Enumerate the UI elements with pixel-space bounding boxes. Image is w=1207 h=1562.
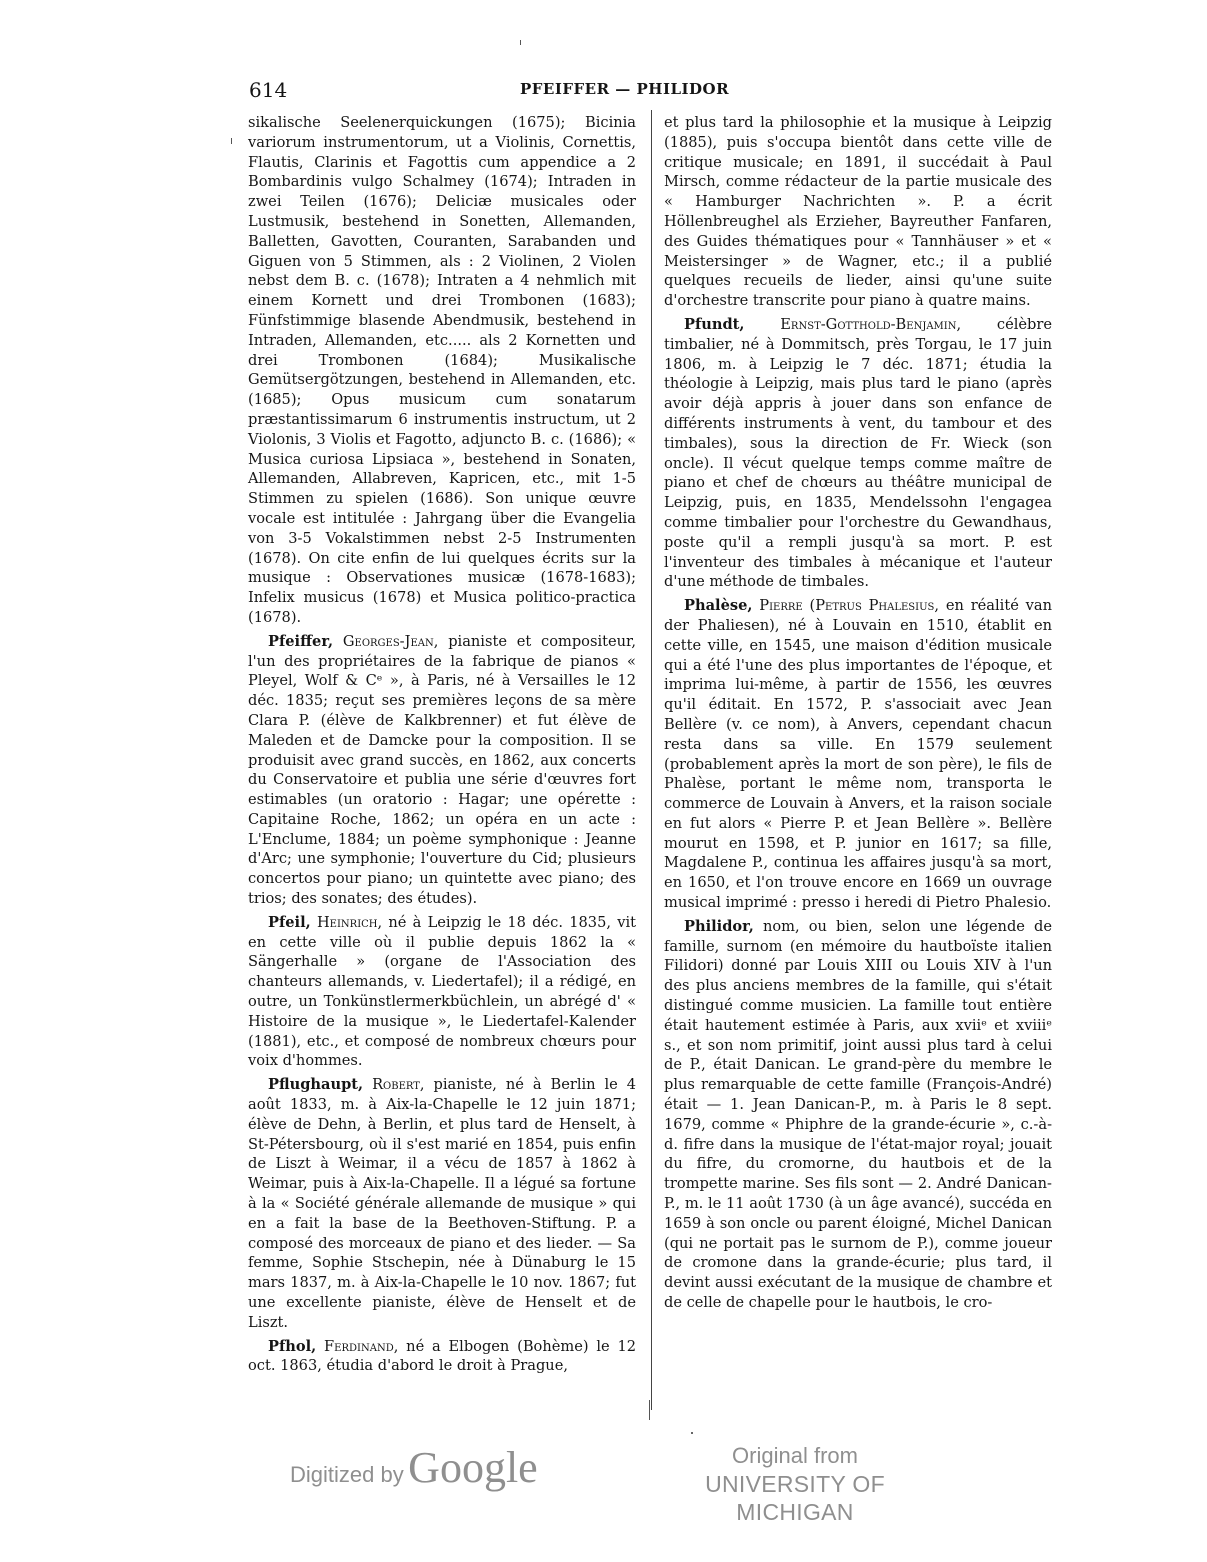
entry-text: en réalité van der Phaliesen), né à Louvain en 1510, établit en cette ville, en 1545, une maison d'édition musicale qui a été l'une des plus importantes de l'époque, et imprima lui-même, à partir de 1556, les œuvres qu'il éditait. En 1572, P. s'associait avec Jean Bellère (v. ce nom), à Anvers, cependant chacun resta dans sa ville. En 1579 seulement (probablement après la mort de son père), le fils de Phalèse, portant le même nom, transporta le commerce de Louvain à Anvers, et la raison sociale en fut alors « Pierre P. et Jean Bellère ». Bellère mourut en 1598, et P. junior en 1617; sa fille, Magdalene P., continua les affaires jusqu'à sa mort, en 1650, et l'on trouve encore en 1669 un ouvrage musical imprimé : presso i heredi di Pietro Phalesio. <box>664 597 1052 912</box>
headword: Pfeiffer, <box>268 632 334 650</box>
right-column <box>664 113 1052 1317</box>
continuation-paragraph: et plus tard la philosophie et la musique à Leipzig (1885), puis s'occupa bientôt dans cette ville de critique musicale; en 1891, il succédait à Paul Mirsch, comme rédacteur de la partie musicale des « Hamburger Nachrichten ». P. a écrit Höllenbreughel als Erzieher, Bayreuther Fanfaren, des Guides thématiques pour « Tannhäuser » et « Meistersinger » de Wagner, etc.; il a publié quelques recueils de lieder, ainsi qu'une suite d'orchestre transcrite pour piano à quatre mains. <box>664 114 1052 310</box>
entry-text: nom, ou bien, selon une légende de famille, surnom (en mémoire du hautboïste italien Filidori) donné par Louis XIII ou Louis XIV à l'un des plus anciens membres de la famille, qui s'était distingué comme musicien. La famille tout entière était hautement estimée à Paris, aux xviiᵉ et xviiiᵉ s., et son nom primitif, joint aussi plus tard à celui de P., était Danican. Le grand-père du membre le plus remarquable de cette famille (François-André) était — 1. Jean Danican-P., m. à Paris le 8 sept. 1679, comme « Phiphre de la grande-écurie », c.-à-d. fifre dans la musique de l'état-major royal; jouait du fifre, du cromorne, du hautbois et de la trompette marine. Ses fils sont — 2. André Danican-P., m. le 11 août 1730 (à un âge avancé), succéda en 1659 à son oncle ou parent éloigné, Michel Danican (qui ne portait pas le surnom de P.), comme joueur de cromone dans la grande-écurie; plus tard, il devint aussi exécutant de la musique de chambre et de celle de chapelle pour le hautbois, le cro- <box>664 917 1052 1312</box>
entry-pfhol <box>248 1337 636 1377</box>
original-from-label: Original from <box>732 1443 858 1468</box>
given-name: Georges-Jean, <box>342 632 439 650</box>
entry-phalese <box>664 596 1052 913</box>
headword: Philidor, <box>684 917 754 935</box>
page-number: 614 <box>249 78 288 102</box>
given-name: Ernst-Gotthold-Benjamin, <box>780 315 962 333</box>
given-name: Heinrich, <box>316 913 383 931</box>
google-logo: Google <box>408 1443 538 1492</box>
entry-pfeil <box>248 913 636 1071</box>
headword: Phalèse, <box>684 597 753 615</box>
left-column <box>248 113 636 1380</box>
entry-pflughaupt <box>248 1075 636 1332</box>
headword: Pflughaupt, <box>268 1076 364 1094</box>
scan-mark <box>231 138 232 144</box>
scan-mark <box>649 1400 650 1420</box>
entry-philidor <box>664 917 1052 1313</box>
headword: Pfeil, <box>268 913 311 931</box>
digitized-by-label: Digitized by <box>290 1462 404 1487</box>
university-label: UNIVERSITY OF MICHIGAN <box>705 1471 885 1525</box>
entry-text: né a Elbogen (Bohème) le 12 oct. 1863, étudia d'abord le droit à Prague, <box>248 1337 637 1375</box>
given-name: Pierre (Petrus Phalesius, <box>759 597 940 615</box>
entry-text: pianiste, né à Berlin le 4 août 1833, m. à Aix-la-Chapelle le 12 juin 1871; élève de Dehn, à Berlin, et plus tard de Henselt, à St-Pétersbourg, où il s'est marié en 1854, puis enfin de Liszt à Weimar, il a vécu de 1857 à 1862 à Weimar, puis à Aix-la-Chapelle. Il a légué sa fortune à la « Société générale allemande de musique » qui en a fait la base de la Beethoven-Stiftung. P. a composé des morceaux de piano et des lieder. — Sa femme, Sophie Stschepin, née à Dünaburg le 15 mars 1837, m. à Aix-la-Chapelle le 10 nov. 1867; fut une excellente pianiste, élève de Henselt et de Liszt. <box>248 1076 637 1331</box>
entry-pfundt <box>664 315 1052 592</box>
entry-text: célèbre timbalier, né à Dommitsch, près Torgau, le 17 juin 1806, m. à Leipzig le 7 déc. 1871; étudia la théologie à Leipzig, mais plus tard le piano (après avoir déjà appris à jouer dans son enfance de différents instruments à vent, du tambour et des timbales), sous la direction de Fr. Wieck (son oncle). Il vécut quelque temps comme maître de piano et chef de chœurs au théâtre municipal de Leipzig, puis, en 1835, Mendelssohn l'engagea comme timbalier pour l'orchestre du Gewandhaus, poste qu'il a rempli jusqu'à sa mort. P. est l'inventeur des timbales à mécanique et l'auteur d'une méthode de timbales. <box>664 315 1052 591</box>
digitized-by-watermark <box>290 1442 538 1493</box>
scan-mark <box>520 40 521 45</box>
scan-mark <box>691 1432 693 1434</box>
headword: Pfhol, <box>268 1337 317 1355</box>
column-divider <box>651 110 652 1410</box>
continuation-paragraph: sikalische Seelenerquickungen (1675); Bicinia variorum instrumentorum, ut a Violinis, Cornettis, Flautis, Clarinis et Fagottis cum appendice a 2 Bombardinis vulgo Schalmey (1674); Intraden in zwei Teilen (1676); Deliciæ musicales oder Lustmusik, bestehend in Sonetten, Allemanden, Balletten, Gavotten, Couranten, Sarabanden und Giguen von 5 Stimmen, als : 2 Violinen, 2 Violen nebst dem B. c. (1678); Intraten a 4 nehmlich mit einem Kornett und drei Trombonen (1683); Fünfstimmige blasende Abendmusik, bestehend in Intraden, Allemanden, etc..... als 2 Kornetten und drei Trombonen (1684); Musikalische Gemütsergötzungen, bestehend in Allemanden, etc. (1685); Opus musicum cum sonatarum præstantissimarum 6 instrumentis instructum, ut 2 Violonis, 3 Violis et Fagotto, adjuncto B. c. (1686); « Musica curiosa Lipsiaca », bestehend in Sonaten, Allemanden, Allabreven, Kapricen, etc., mit 1-5 Stimmen zu spielen (1686). Son unique œuvre vocale est intitulée : Jahrgang über die Evangelia von 3-5 Vokalstimmen nebst 2-5 Instrumenten (1678). On cite enfin de lui quelques écrits sur la musique : Observationes musicæ (1678-1683); Infelix musicus (1678) et Musica politico-practica (1678). <box>248 114 636 626</box>
entry-text: né à Leipzig le 18 déc. 1835, vit en cette ville où il publie depuis 1862 la « Sängerhalle » (organe de l'Association des chanteurs allemands, v. Liedertafel); il a rédigé, en outre, un Tonkünstlermerkbüchlein, un abrégé d' « Histoire de la musique », le Liedertafel-Kalender (1881), etc., et composé de nombreux chœurs pour voix d'hommes. <box>248 913 637 1070</box>
running-head: PFEIFFER — PHILIDOR <box>520 80 730 98</box>
entry-pfeiffer <box>248 632 636 909</box>
headword: Pfundt, <box>684 315 745 333</box>
original-from-watermark <box>670 1442 920 1526</box>
entry-text: pianiste et compositeur, l'un des propriétaires de la fabrique de pianos « Pleyel, Wolf & Cᵉ », à Paris, né à Versailles le 12 déc. 1835; reçut ses premières leçons de sa mère Clara P. (élève de Kalkbrenner) et fut élève de Maleden et de Damcke pour la composition. Il se produisit avec grand succès, en 1862, aux concerts du Conservatoire et publia une série d'œuvres fort estimables (un oratorio : Hagar; une opérette : Capitaine Roche, 1862; un opéra en un acte : L'Enclume, 1884; un poème symphonique : Jeanne d'Arc; une symphonie; l'ouverture du Cid; plusieurs concertos pour piano; un quintette avec piano; des trios; des sonates; des études). <box>248 632 637 908</box>
given-name: Ferdinand, <box>324 1337 399 1355</box>
given-name: Robert, <box>372 1076 425 1094</box>
